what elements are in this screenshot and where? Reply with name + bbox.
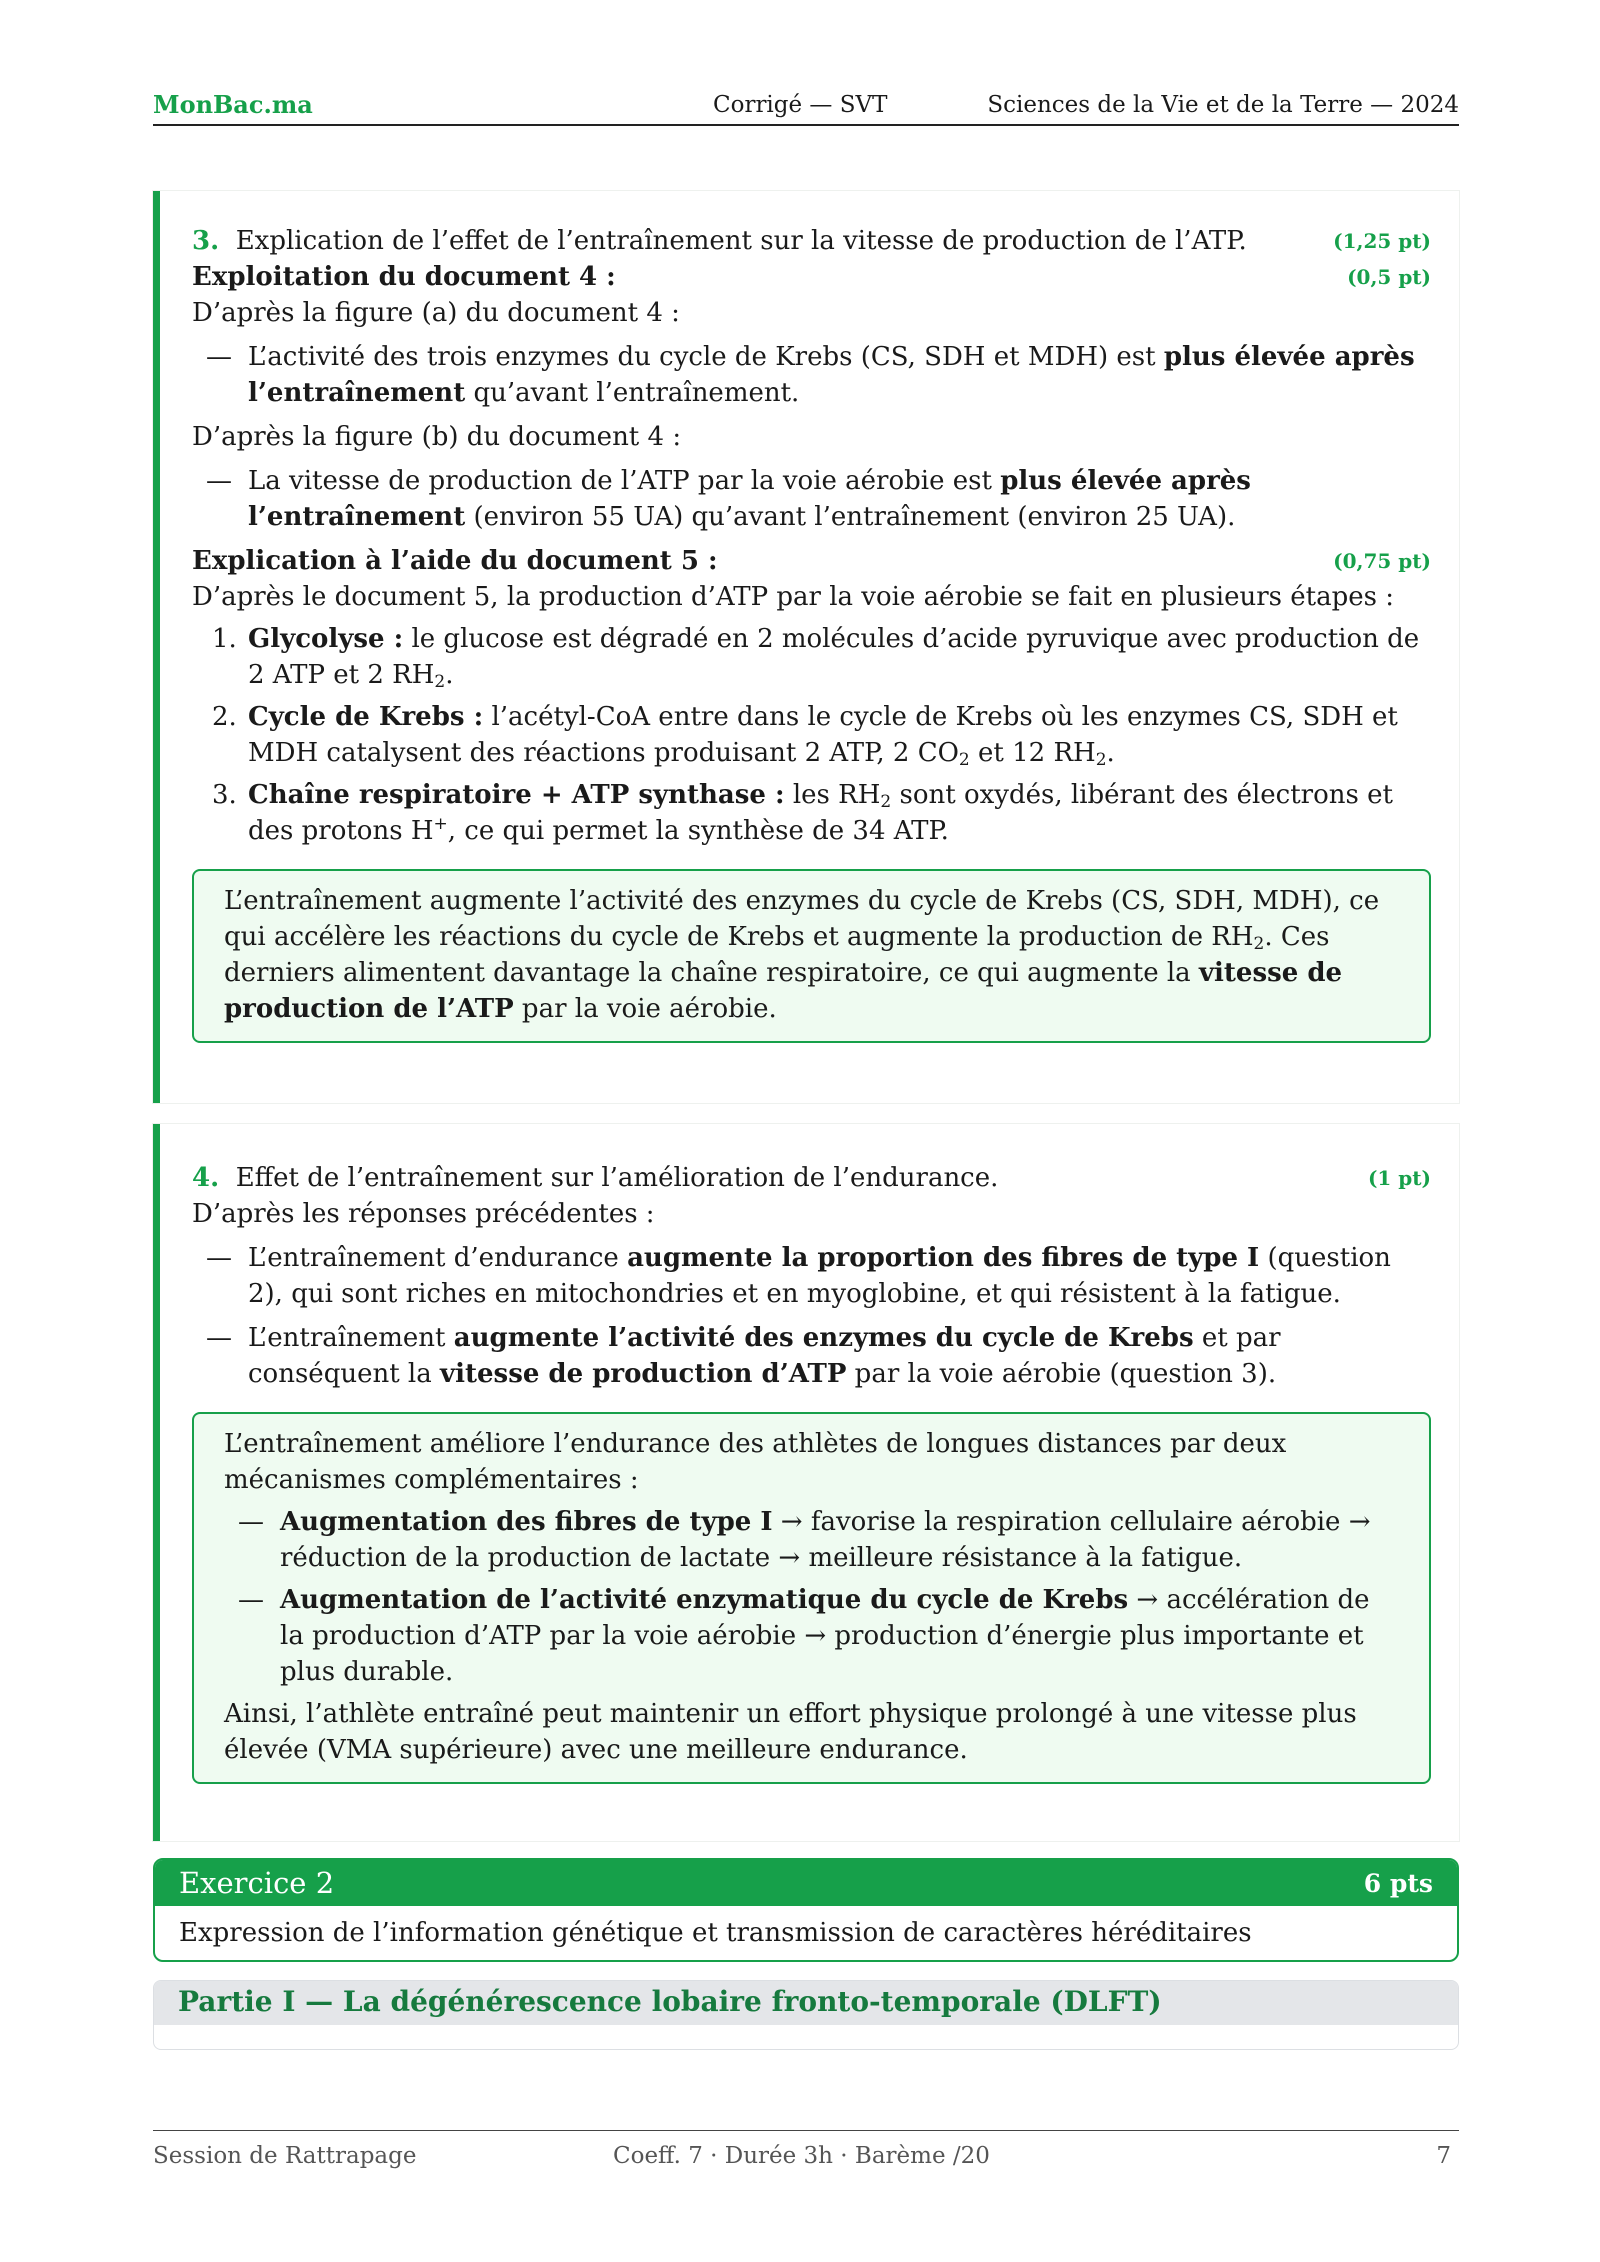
question-number: 3. [192, 226, 220, 256]
question-3-block [153, 191, 1459, 1103]
part-header [153, 1980, 1459, 2050]
exercise-title: Exercice 2 [179, 1866, 335, 1900]
footer-session: Session de Rattrapage [153, 2143, 417, 2169]
conclusion-box [192, 869, 1431, 1043]
question-intro: D’après les réponses précédentes : [192, 1199, 655, 1229]
list-item: — Augmentation des fibres de type I → favorise la respiration cellulaire aérobie → réduction de la production de lactate → meilleure résistance à la fatigue. [224, 1504, 1401, 1576]
page-number: 7 [1436, 2143, 1451, 2169]
section-points: (0,75 pt) [1333, 549, 1431, 573]
header-subject: Corrigé — SVT [713, 92, 888, 118]
part-title: Partie I — La dégénérescence lobaire fronto-temporale (DLFT) [178, 1985, 1162, 2018]
question-number: 4. [192, 1163, 220, 1193]
list-item: — La vitesse de production de l’ATP par la voie aérobie est plus élevée après l’entraînement (environ 55 UA) qu’avant l’entraînement (environ 25 UA). [192, 463, 1431, 535]
list-item: — L’entraînement d’endurance augmente la proportion des fibres de type I (question 2), qui sont riches en mitochondries et en myoglobine, et qui résistent à la fatigue. [192, 1240, 1431, 1312]
exercise-points: 6 pts [1363, 1869, 1433, 1898]
section-title: Exploitation du document 4 : [192, 262, 616, 292]
header-title: Sciences de la Vie et de la Terre — 2024 [987, 92, 1459, 118]
brand-logo[interactable]: MonBac.ma [153, 90, 313, 119]
page-header [153, 88, 1459, 126]
footer-info: Coeff. 7 · Durée 3h · Barème /20 [613, 2143, 990, 2169]
exercise-header [153, 1858, 1459, 1962]
step-item: 1. Glycolyse : le glucose est dégradé en 2 molécules d’acide pyruvique avec production de 2 ATP et 2 $RH_2$. [212, 624, 1420, 692]
exercise-subtitle: Expression de l’information génétique et transmission de caractères héréditaires [179, 1918, 1252, 1948]
question-title: Effet de l’entraînement sur l’amélioration de l’endurance. [235, 1163, 999, 1193]
conclusion-text: L’entraînement augmente l’activité des enzymes du cycle de Krebs (CS, SDH, MDH), ce qui accélère les réactions du cycle de Krebs et augmente la production de $RH_2$. Ces derniers alimentent davantage la chaîne respiratoire, ce qui augmente la vitesse de production de l’ATP par la voie aérobie. [224, 886, 1380, 1024]
exploitation-heading [192, 259, 1431, 295]
question-points: (1 pt) [1367, 1166, 1431, 1190]
question-3-heading [192, 223, 1431, 259]
figure-b-intro: D’après la figure (b) du document 4 : [192, 422, 682, 452]
part-title-bar [154, 1981, 1458, 2025]
figure-a-intro: D’après la figure (a) du document 4 : [192, 298, 680, 328]
step-item: 3. Chaîne respiratoire + ATP synthase : les $RH_2$ sont oxydés, libérant des électrons et des protons H+, ce qui permet la synthèse de 34 ATP. [212, 780, 1393, 846]
question-title: Explication de l’effet de l’entraînement sur la vitesse de production de l’ATP. [235, 226, 1247, 256]
list-item: — L’activité des trois enzymes du cycle de Krebs (CS, SDH et MDH) est plus élevée après l’entraînement qu’avant l’entraînement. [192, 339, 1431, 411]
conclusion-intro: L’entraînement améliore l’endurance des athlètes de longues distances par deux mécanismes complémentaires : [224, 1429, 1287, 1495]
conclusion-final: Ainsi, l’athlète entraîné peut maintenir un effort physique prolongé à une vitesse plus élevée (VMA supérieure) avec une meilleure endurance. [224, 1699, 1357, 1765]
page-footer [153, 2130, 1459, 2171]
page [153, 0, 1459, 2262]
section-title: Explication à l’aide du document 5 : [192, 546, 718, 576]
question-4-block [153, 1124, 1459, 1841]
question-4-heading [192, 1160, 1431, 1196]
section-points: (0,5 pt) [1347, 265, 1431, 289]
explication-intro: D’après le document 5, la production d’ATP par la voie aérobie se fait en plusieurs étapes : [192, 582, 1394, 612]
exercise-title-bar [155, 1860, 1457, 1906]
question-points: (1,25 pt) [1333, 229, 1431, 253]
list-item: — L’entraînement augmente l’activité des enzymes du cycle de Krebs et par conséquent la vitesse de production d’ATP par la voie aérobie (question 3). [192, 1320, 1431, 1392]
conclusion-box [192, 1412, 1431, 1784]
explication-heading [192, 543, 1431, 579]
list-item: — Augmentation de l’activité enzymatique du cycle de Krebs → accélération de la production d’ATP par la voie aérobie → production d’énergie plus importante et plus durable. [224, 1582, 1401, 1690]
step-item: 2. Cycle de Krebs : l’acétyl-CoA entre dans le cycle de Krebs où les enzymes CS, SDH et MDH catalysent des réactions produisant 2 ATP, 2 $CO_2$ et 12 $RH_2$. [212, 702, 1398, 770]
